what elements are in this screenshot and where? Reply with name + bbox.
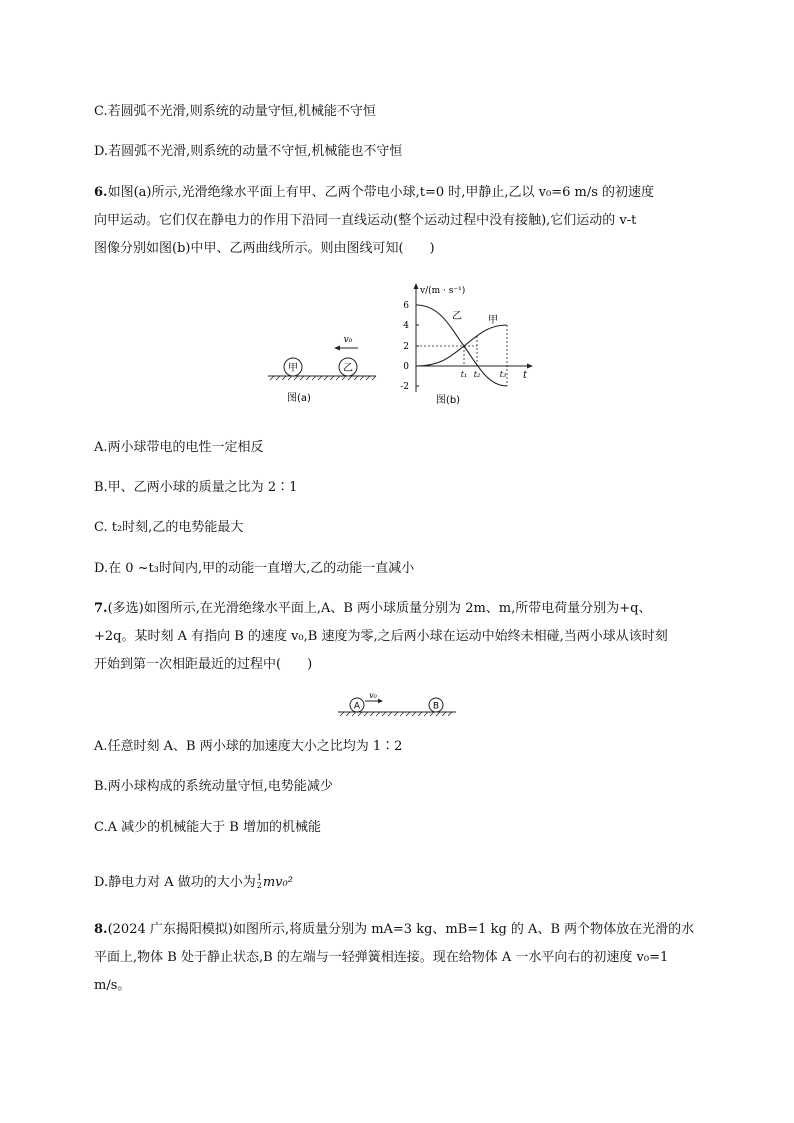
curve-jia [416,325,507,366]
q8-stem-line1 [94,921,694,939]
fig-q7-hatching [340,712,452,716]
q6-option-d: D.在 0 ~t₃时间内,甲的动能一直增大,乙的动能一直减小 [94,561,415,576]
q5-option-c: C.若圆弧不光滑,则系统的动量守恒,机械能不守恒 [94,104,376,119]
q8-number: 8. [94,922,108,937]
curve-yi-label: 乙 [452,311,462,322]
fraction-numerator: 1 [256,873,262,882]
y-tick-0: 0 [403,362,409,372]
fig-q7-velocity-label: v₀ [369,691,377,700]
velocity-label: v₀ [343,335,353,345]
x-axis-arrow [527,364,533,369]
q6-option-c: C. t₂时刻,乙的电势能最大 [94,520,244,535]
figure-q7 [336,690,460,720]
q6-option-a: A.两小球带电的电性一定相反 [94,440,264,455]
q7-option-d-fraction [257,874,262,890]
q7-number: 7. [94,601,108,616]
figure-a [262,330,382,410]
x-axis-label: t [523,370,528,381]
q7-stem-line2: +2q。某时刻 A 有指向 B 的速度 v₀,B 速度为零,之后两小球在运动中始终未相碰,当两小球从该时刻 [94,629,668,644]
q6-number: 6. [94,185,108,200]
q6-option-b: B.甲、乙两小球的质量之比为 2∶1 [94,480,298,495]
q7-option-b: B.两小球构成的系统动量守恒,电势能减少 [94,779,333,794]
fig-a-caption: 图(a) [287,393,311,404]
x-tick-t2: t₂ [473,370,481,379]
curve-jia-label: 甲 [488,315,498,326]
ball-b-label: B [432,701,440,712]
q7-stem-text1: (多选)如图所示,在光滑绝缘水平面上,A、B 两小球质量分别为 2m、m,所带电荷量分别为+q、 [107,601,652,616]
q7-option-d [94,874,293,892]
q7-option-c: C.A 减少的机械能大于 B 增加的机械能 [94,820,321,835]
q7-option-d-prefix: D.静电力对 A 做功的大小为 [94,875,256,890]
figure-b-vt-graph [390,282,540,412]
q8-stem-text1: (2024 广东揭阳模拟)如图所示,将质量分别为 mA=3 kg、mB=1 kg 的 A、B 两个物体放在光滑的水 [107,922,695,937]
fig-a-hatching [270,376,376,380]
q7-option-a: A.任意时刻 A、B 两小球的加速度大小之比均为 1∶2 [94,739,403,754]
q6-stem-line3: 图像分别如图(b)中甲、乙两曲线所示。则由图线可知( ) [94,241,435,256]
x-tick-t1: t₁ [460,370,468,379]
q6-stem-line2: 向甲运动。它们仅在静电力的作用下沿同一直线运动(整个运动过程中没有接触),它们运动的 v-t [94,213,637,228]
velocity-arrowhead [334,346,340,351]
q7-stem-line3: 开始到第一次相距最近的过程中( ) [94,657,313,672]
q6-stem-line1 [94,184,654,202]
ball-jia-label: 甲 [288,363,298,374]
x-tick-t3: t₃ [499,370,507,379]
q5-option-d: D.若圆弧不光滑,则系统的动量不守恒,机械能也不守恒 [94,144,403,159]
q7-option-d-expr: mv₀² [262,875,293,890]
y-tick-4: 4 [403,321,409,331]
ball-a-label: A [353,701,361,712]
q7-stem-line1 [94,600,651,618]
fraction-denominator: 2 [256,881,262,890]
y-axis-label: v/(m · s⁻¹) [420,286,466,296]
y-axis-arrow [414,283,419,289]
q8-stem-line3: m/s。 [94,978,131,993]
fig-b-caption: 图(b) [435,395,461,406]
ball-yi-label: 乙 [343,363,353,374]
y-tick-2: 2 [403,342,409,352]
q8-stem-line2: 平面上,物体 B 处于静止状态,B 的左端与一轻弹簧相连接。现在给物体 A 一水平向右的初速度 v₀=1 [94,950,669,965]
y-tick-6: 6 [403,301,409,311]
fig-q7-velocity-arrowhead [378,699,383,703]
y-tick-neg2: -2 [400,382,409,392]
q6-stem-text1: 如图(a)所示,光滑绝缘水平面上有甲、乙两个带电小球,t=0 时,甲静止,乙以 v₀=6 m/s 的初速度 [107,185,655,200]
